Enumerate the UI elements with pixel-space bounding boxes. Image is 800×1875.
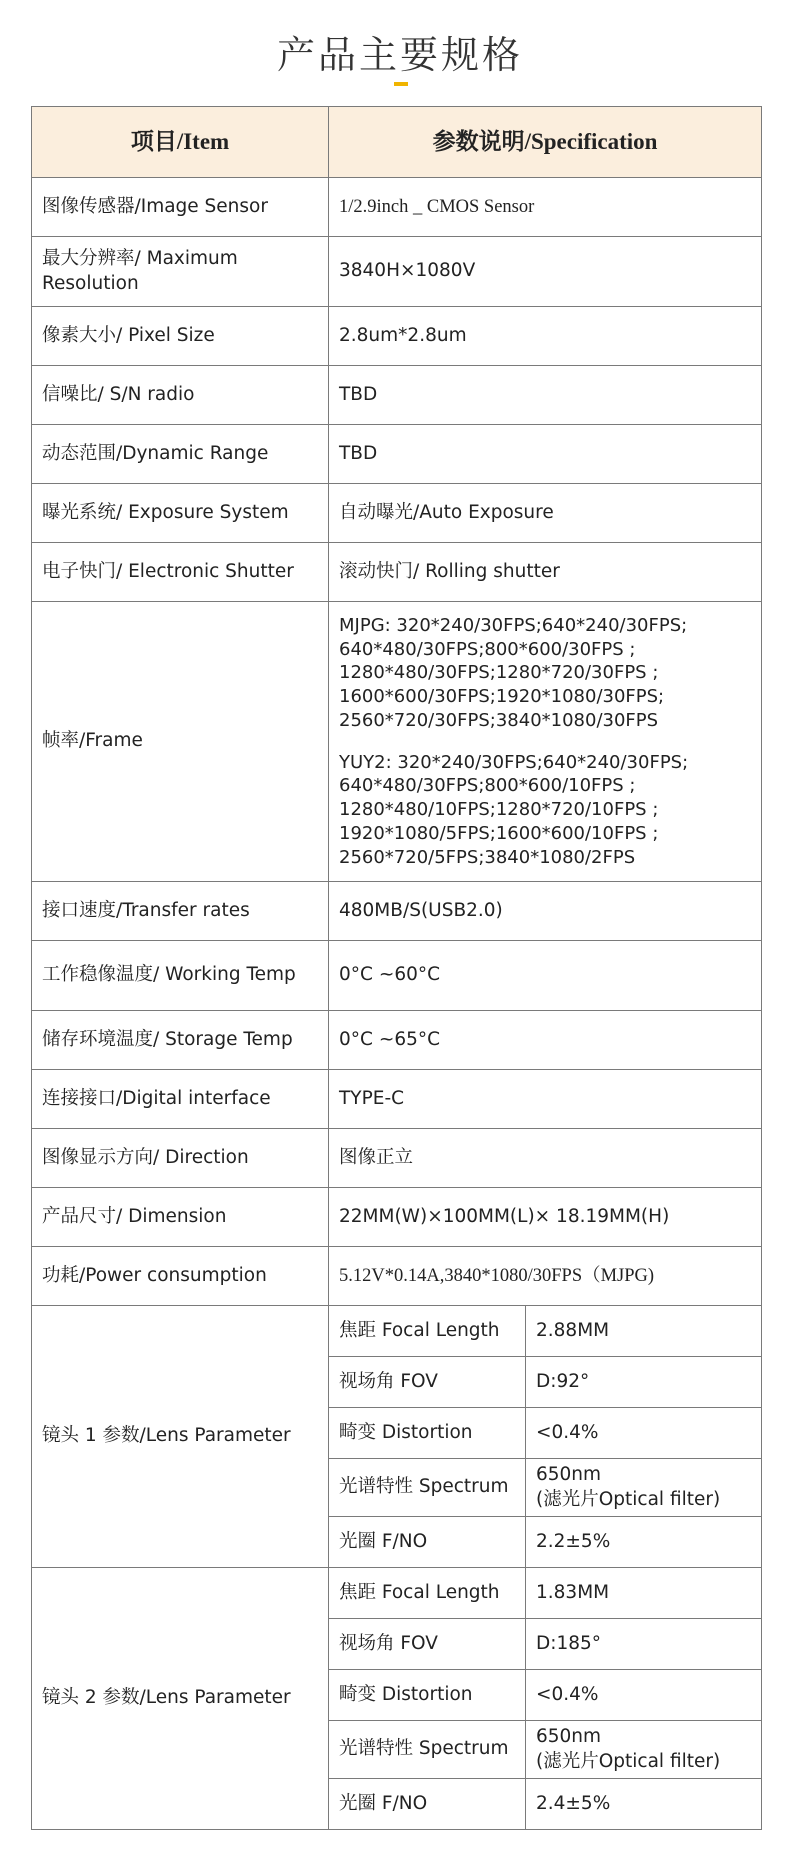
row-label: 信噪比/ S/N radio <box>32 366 329 425</box>
lens-param-value: <0.4% <box>526 1670 762 1721</box>
header-item: 项目/Item <box>32 107 329 178</box>
lens2-label: 镜头 2 参数/Lens Parameter <box>32 1568 329 1830</box>
page-title: 产品主要规格 <box>276 33 523 77</box>
lens2-param-row <box>32 1568 762 1619</box>
frame-yuy2: YUY2: 320*240/30FPS;640*240/30FPS; 640*480/30FPS;800*600/10FPS ; 1280*480/10FPS;1280*720/10FPS ; 1920*1080/5FPS;1600*600/10FPS ; 2560*720/5FPS;3840*1080/2FPS <box>339 751 689 868</box>
lens-param-name: 光圈 F/NO <box>329 1517 526 1568</box>
table-row <box>32 1247 762 1306</box>
lens-param-value: <0.4% <box>526 1408 762 1459</box>
table-row <box>32 1070 762 1129</box>
row-label: 图像显示方向/ Direction <box>32 1129 329 1188</box>
title-accent-bar <box>394 82 408 86</box>
row-label: 电子快门/ Electronic Shutter <box>32 543 329 602</box>
row-value: 滚动快门/ Rolling shutter <box>329 543 762 602</box>
row-label: 连接接口/Digital interface <box>32 1070 329 1129</box>
row-label: 像素大小/ Pixel Size <box>32 307 329 366</box>
row-value: 0°C ~65°C <box>329 1011 762 1070</box>
frame-mjpg: MJPG: 320*240/30FPS;640*240/30FPS; 640*480/30FPS;800*600/30FPS ; 1280*480/30FPS;1280*720/30FPS ; 1600*600/30FPS;1920*1080/30FPS; 2560*720/30FPS;3840*1080/30FPS <box>339 614 688 731</box>
row-label: 产品尺寸/ Dimension <box>32 1188 329 1247</box>
lens-param-name: 焦距 Focal Length <box>329 1568 526 1619</box>
row-label: 功耗/Power consumption <box>32 1247 329 1306</box>
lens-param-value: D:185° <box>526 1619 762 1670</box>
row-label: 工作稳像温度/ Working Temp <box>32 941 329 1011</box>
table-row <box>32 941 762 1011</box>
row-value: 1/2.9inch _ CMOS Sensor <box>329 178 762 237</box>
table-row <box>32 484 762 543</box>
table-row <box>32 237 762 307</box>
table-row <box>32 1011 762 1070</box>
row-value: TBD <box>329 425 762 484</box>
lens-param-value: 2.2±5% <box>526 1517 762 1568</box>
lens-param-name: 光谱特性 Spectrum <box>329 1459 526 1517</box>
row-label: 最大分辨率/ Maximum Resolution <box>32 237 329 307</box>
lens-param-value-note: (滤光片Optical filter) <box>536 1750 721 1772</box>
lens-param-name: 畸变 Distortion <box>329 1408 526 1459</box>
table-row <box>32 882 762 941</box>
table-row <box>32 366 762 425</box>
lens-param-name: 视场角 FOV <box>329 1619 526 1670</box>
frame-row <box>32 602 762 882</box>
lens-param-value: 1.83MM <box>526 1568 762 1619</box>
row-value: 2.8um*2.8um <box>329 307 762 366</box>
frame-label: 帧率/Frame <box>32 602 329 882</box>
lens-param-value: 650nm <box>536 1726 602 1748</box>
row-label: 动态范围/Dynamic Range <box>32 425 329 484</box>
row-value: 图像正立 <box>329 1129 762 1188</box>
lens-param-value: D:92° <box>526 1357 762 1408</box>
lens-param-name: 视场角 FOV <box>329 1357 526 1408</box>
row-label: 曝光系统/ Exposure System <box>32 484 329 543</box>
lens-param-name: 焦距 Focal Length <box>329 1306 526 1357</box>
row-label: 储存环境温度/ Storage Temp <box>32 1011 329 1070</box>
lens-param-name: 光圈 F/NO <box>329 1779 526 1830</box>
row-value: 480MB/S(USB2.0) <box>329 882 762 941</box>
row-value: 22MM(W)×100MM(L)× 18.19MM(H) <box>329 1188 762 1247</box>
lens-param-value: 650nm <box>536 1464 602 1486</box>
table-row <box>32 425 762 484</box>
row-value: 0°C ~60°C <box>329 941 762 1011</box>
row-value: 5.12V*0.14A,3840*1080/30FPS（MJPG) <box>329 1247 762 1306</box>
row-value: 3840H×1080V <box>329 237 762 307</box>
table-row <box>32 1188 762 1247</box>
row-value: TBD <box>329 366 762 425</box>
lens-param-name: 畸变 Distortion <box>329 1670 526 1721</box>
lens-param-value: 2.4±5% <box>526 1779 762 1830</box>
row-value: TYPE-C <box>329 1070 762 1129</box>
lens-param-value: 2.88MM <box>526 1306 762 1357</box>
row-label: 图像传感器/Image Sensor <box>32 178 329 237</box>
header-spec: 参数说明/Specification <box>329 107 762 178</box>
lens1-param-row <box>32 1306 762 1357</box>
row-label: 接口速度/Transfer rates <box>32 882 329 941</box>
lens-param-name: 光谱特性 Spectrum <box>329 1721 526 1779</box>
table-row <box>32 178 762 237</box>
lens-param-value-note: (滤光片Optical filter) <box>536 1488 721 1510</box>
table-row <box>32 1129 762 1188</box>
table-row <box>32 307 762 366</box>
table-header-row <box>32 107 762 178</box>
lens1-label: 镜头 1 参数/Lens Parameter <box>32 1306 329 1568</box>
table-row <box>32 543 762 602</box>
row-value: 自动曝光/Auto Exposure <box>329 484 762 543</box>
spec-table <box>31 106 762 1830</box>
